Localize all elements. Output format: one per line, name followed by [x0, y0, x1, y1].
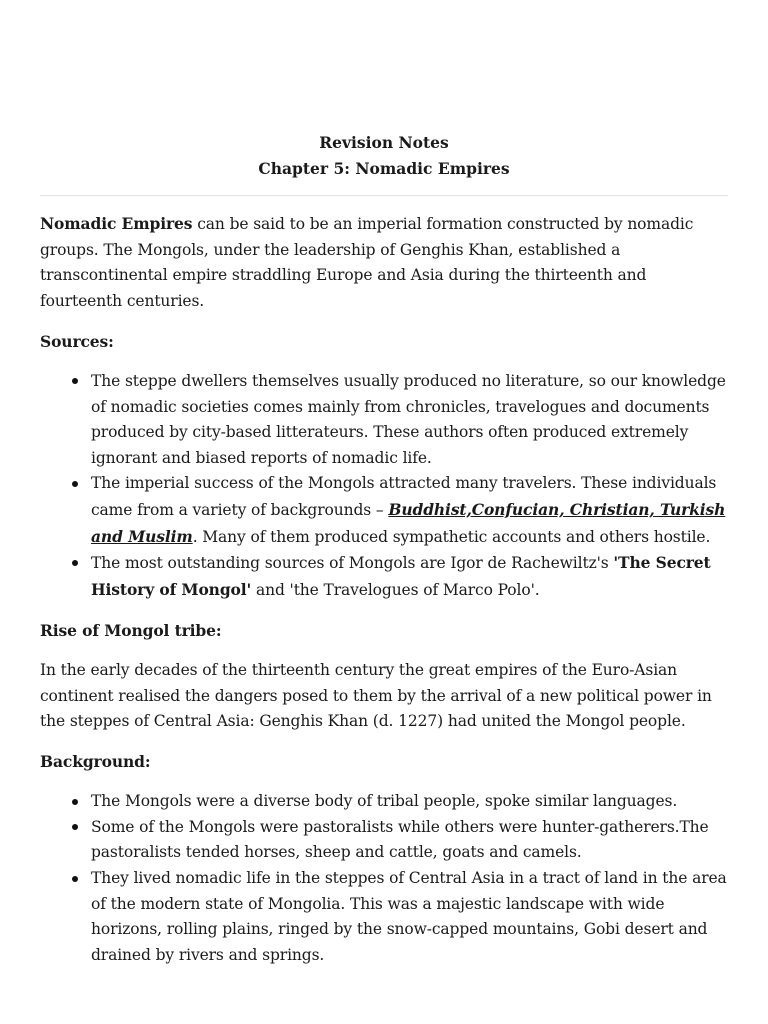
header-divider [40, 195, 728, 196]
header-subtitle: Chapter 5: Nomadic Empires [258, 158, 510, 178]
list-item-text: The imperial success of the Mongols attracted many travelers. These individuals came from a variety of backgrounds – [91, 474, 717, 519]
list-item-text: . Many of them produced sympathetic accounts and others hostile. [192, 527, 711, 546]
intro-text: can be said to be an imperial formation constructed by nomadic groups. The Mongols, under the leadership of Genghis Khan, established a transcontinental empire straddling Europe and Asia during the thirteenth and fourteenth centuries. [40, 215, 694, 310]
bullet-icon [72, 876, 78, 882]
bullet-icon [72, 560, 78, 566]
intro-term: Nomadic Empires [40, 214, 193, 233]
list-item [91, 471, 728, 550]
rise-paragraph: In the early decades of the thirteenth century the great empires of the Euro-Asian continent realised the dangers posed to them by the arrival of a new political power in the steppes of Central Asia: Genghis Khan (d. 1227) had united the Mongol people. [40, 660, 712, 731]
list-item-text: The most outstanding sources of Mongols are Igor de Rachewiltz's [91, 554, 614, 573]
list-item-text: The steppe dwellers themselves usually produced no literature, so our knowledge of nomadic societies comes mainly from chronicles, travelogues and documents produced by city-based litterateurs. These authors often produced extremely ignorant and biased reports of nomadic life. [91, 371, 726, 467]
list-item-text: The Mongols were a diverse body of tribal people, spoke similar languages. [91, 792, 678, 811]
backgrounds-emphasis: Buddhist,Confucian, Christian, Turkish and Muslim [91, 499, 726, 546]
list-item [91, 789, 728, 815]
list-item-text: They lived nomadic life in the steppes of Central Asia in a tract of land in the area of the modern state of Mongolia. This was a majestic landscape with wide horizons, rolling plains, ringed by the snow-capped mountains, Gobi desert and drained by rivers and springs. [91, 869, 727, 964]
bullet-icon [72, 378, 78, 384]
list-item [91, 550, 728, 603]
bullet-icon [72, 824, 78, 830]
list-item [91, 369, 728, 471]
background-heading: Background: [40, 752, 151, 772]
list-item [91, 815, 728, 866]
bullet-icon [72, 481, 78, 487]
header-title: Revision Notes [319, 133, 449, 152]
intro-paragraph [40, 211, 728, 314]
list-item-text: and 'the Travelogues of Marco Polo'. [251, 580, 540, 599]
sources-list [40, 369, 728, 603]
background-list [40, 789, 728, 968]
document-header [40, 130, 728, 181]
rise-heading: Rise of Mongol tribe: [40, 620, 222, 640]
document-body [40, 211, 728, 983]
bullet-icon [72, 799, 78, 805]
list-item [91, 866, 728, 968]
sources-heading: Sources: [40, 331, 114, 351]
source-title-bold: 'The Secret History of Mongol' [91, 553, 711, 599]
list-item-text: Some of the Mongols were pastoralists while others were hunter-gatherers.The pastoralists tended horses, sheep and cattle, goats and camels. [91, 817, 709, 862]
